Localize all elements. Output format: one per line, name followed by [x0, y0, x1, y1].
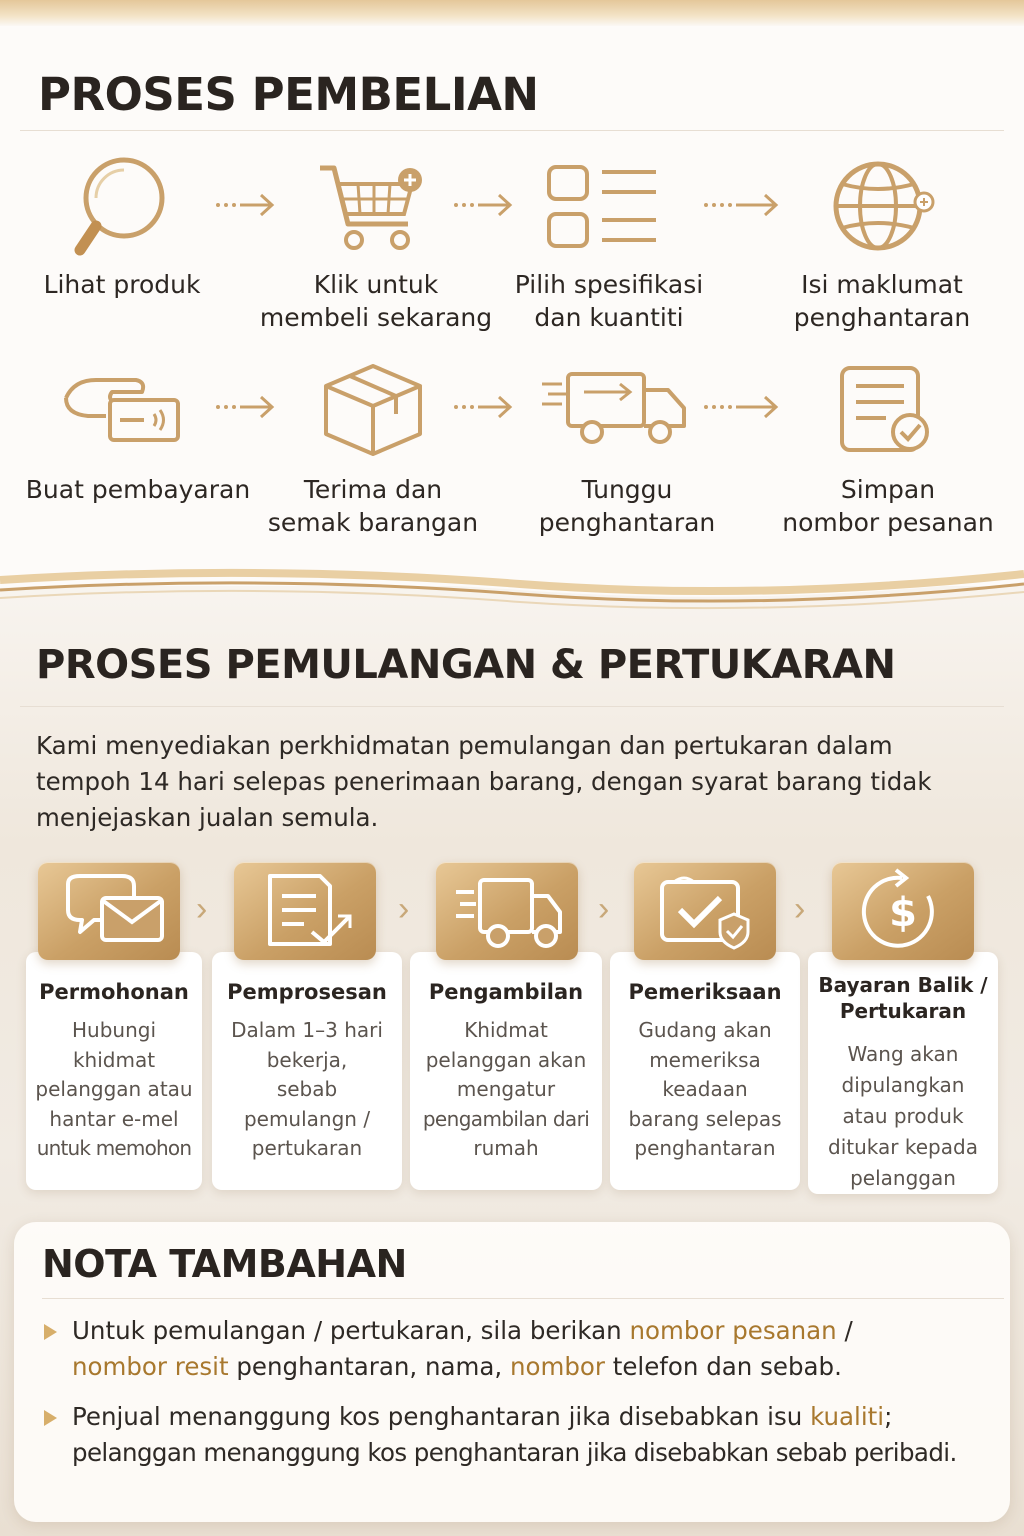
globe-icon [832, 158, 938, 254]
return-step-icon-tile [38, 862, 180, 960]
document-edit-icon [234, 862, 376, 960]
return-step-title: Pengambilan [428, 980, 584, 1004]
note-item: Penjual menanggung kos penghantaran jika disebabkan isu kualiti; pelanggan menanggung kos penghantaran jika disebabkan sebab peribadi. [72, 1402, 957, 1467]
returns-title: PROSES PEMULANGAN & PERTUKARAN [36, 642, 896, 688]
flow-arrow-icon [214, 192, 276, 218]
chevron-right-icon: › [196, 890, 208, 928]
flow-arrow-icon [702, 192, 780, 218]
chevron-right-icon: › [794, 890, 806, 928]
delivery-truck-icon [436, 862, 578, 960]
chevron-right-icon: › [398, 890, 410, 928]
svg-text:$: $ [889, 890, 917, 936]
purchase-divider [20, 130, 1004, 131]
return-step-card [26, 952, 202, 1190]
notes-title: NOTA TAMBAHAN [42, 1242, 407, 1286]
purchase-step-1-label: Lihat produk [43, 270, 201, 299]
note-item: Untuk pemulangan / pertukaran, sila berikan nombor pesanan / nombor resit penghantaran, nama, nombor telefon dan sebab. [72, 1316, 853, 1381]
box-icon [322, 362, 424, 458]
return-step-icon-tile [436, 862, 578, 960]
return-step-desc: Wang akan dipulangkan atau produk ditukar kepada pelanggan [828, 1042, 978, 1190]
return-step-card [410, 952, 602, 1190]
purchase-step-2-label: Klik untuk membeli sekarang [259, 270, 493, 332]
top-gold-bar [0, 0, 1024, 26]
return-step-card [212, 952, 402, 1190]
return-step-title: Pemeriksaan [628, 980, 782, 1004]
notes-divider [42, 1298, 1004, 1299]
inspection-check-icon [634, 862, 776, 960]
return-step-card [808, 952, 998, 1194]
purchase-step-4-label: Isi maklumat penghantaran [793, 270, 971, 332]
refund-dollar-icon [832, 862, 974, 960]
return-step-title: Bayaran Balik / Pertukaran [818, 973, 988, 1023]
return-step-icon-tile [234, 862, 376, 960]
flow-arrow-icon [452, 192, 514, 218]
truck-fast-icon [540, 370, 688, 446]
purchase-step-3-label: Pilih spesifikasi dan kuantiti [514, 270, 704, 332]
return-step-card [610, 952, 800, 1190]
flow-arrow-icon [702, 394, 780, 420]
flow-arrow-icon [452, 394, 514, 420]
return-step-desc: Hubungi khidmat pelanggan atau hantar e-mel untuk memohon [35, 1018, 193, 1160]
bullet-triangle-icon [44, 1410, 57, 1426]
flow-arrow-icon [214, 394, 276, 420]
chevron-right-icon: › [598, 890, 610, 928]
magnifier-icon [74, 154, 170, 258]
chat-mail-icon [38, 862, 180, 960]
return-step-desc: Dalam 1–3 hari bekerja, sebab pemulangn / pertukaran [231, 1018, 383, 1160]
document-check-icon [838, 364, 934, 454]
cart-plus-icon [318, 162, 426, 254]
gold-wave-divider [0, 560, 1024, 620]
hand-card-icon [62, 370, 184, 444]
purchase-step-6-label: Terima dan semak barangan [267, 475, 479, 537]
return-step-icon-tile [634, 862, 776, 960]
returns-intro: Kami menyediakan perkhidmatan pemulangan dan pertukaran dalam tempoh 14 hari selepas penerimaan barang, dengan syarat barang tidak menjejaskan jualan semula. [36, 731, 932, 832]
returns-divider [20, 706, 1004, 707]
return-step-icon-tile [832, 862, 974, 960]
purchase-step-8-label: Simpan nombor pesanan [782, 475, 994, 537]
purchase-step-5-label: Buat pembayaran [25, 475, 251, 504]
return-step-title: Pemprosesan [227, 980, 387, 1004]
bullet-triangle-icon [44, 1324, 57, 1340]
purchase-step-7-label: Tunggu penghantaran [538, 475, 716, 537]
return-step-desc: Gudang akan memeriksa keadaan barang selepas penghantaran [628, 1018, 782, 1160]
list-icon [546, 164, 658, 250]
return-step-desc: Khidmat pelanggan akan mengatur pengambilan dari rumah [422, 1018, 590, 1160]
return-step-title: Permohonan [39, 980, 189, 1004]
purchase-title: PROSES PEMBELIAN [38, 68, 539, 121]
